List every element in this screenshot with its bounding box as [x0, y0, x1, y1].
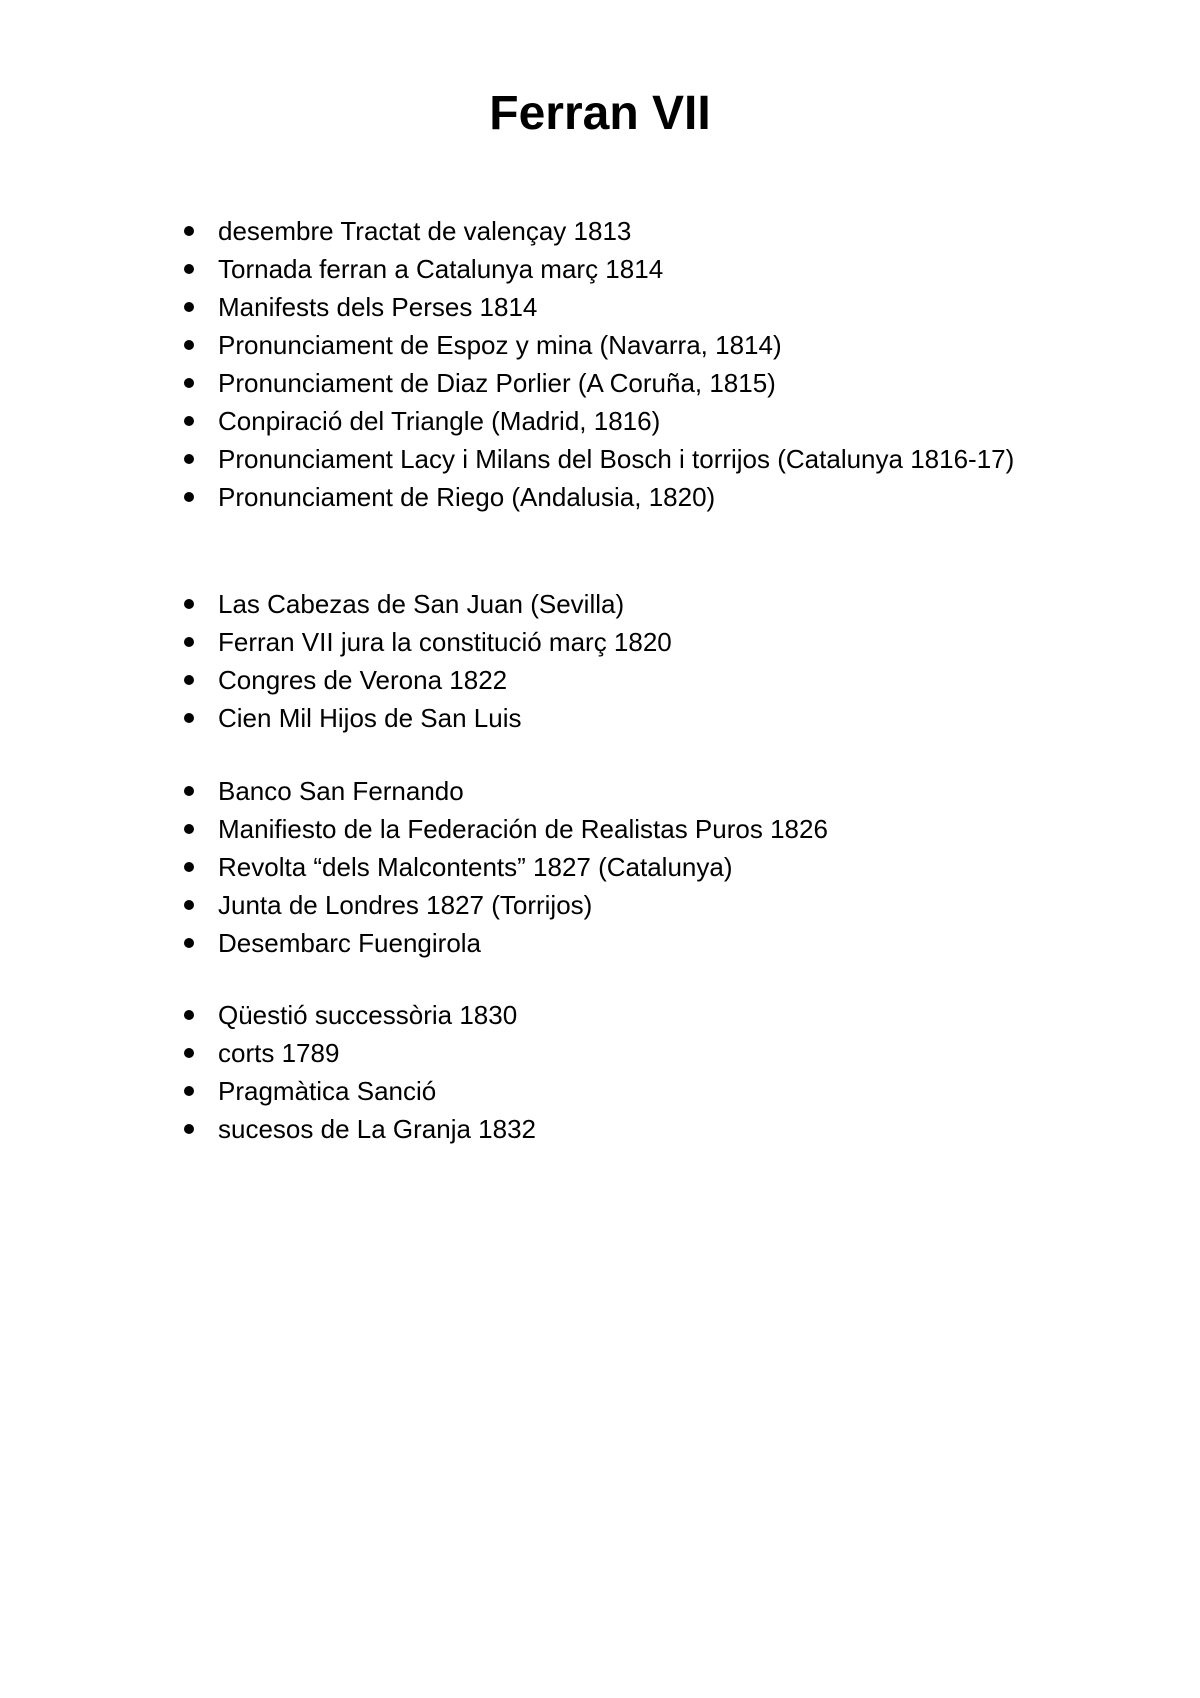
list-item	[218, 585, 1058, 623]
bullet-icon	[184, 824, 194, 834]
bullet-icon	[184, 1010, 194, 1020]
list-item-text: Pronunciament de Espoz y mina (Navarra, 1814)	[218, 330, 782, 360]
bullet-icon	[184, 416, 194, 426]
list-item-text: Pronunciament de Riego (Andalusia, 1820)	[218, 482, 716, 512]
list-item	[218, 699, 1058, 737]
bullet-icon	[184, 1048, 194, 1058]
list-item	[218, 440, 1058, 478]
list-item	[218, 288, 1058, 326]
document-title: Ferran VII	[489, 87, 711, 140]
list-item	[218, 402, 1058, 440]
bullet-icon	[184, 900, 194, 910]
bullet-icon	[184, 454, 194, 464]
list-item	[218, 478, 1058, 516]
list-item	[218, 1072, 1058, 1110]
list-item-text: Pronunciament Lacy i Milans del Bosch i torrijos (Catalunya 1816-17)	[218, 444, 1015, 474]
list-item-text: Desembarc Fuengirola	[218, 928, 482, 958]
list-item	[218, 623, 1058, 661]
list-item-text: Tornada ferran a Catalunya març 1814	[218, 254, 664, 284]
list-item-text: Manifiesto de la Federación de Realistas Puros 1826	[218, 814, 828, 844]
bullet-icon	[184, 340, 194, 350]
list-item	[218, 250, 1058, 288]
bullet-list-group-4	[218, 996, 1058, 1148]
bullet-icon	[184, 938, 194, 948]
list-item	[218, 924, 1058, 962]
bullet-list-group-1	[218, 212, 1058, 516]
list-item-text: sucesos de La Granja 1832	[218, 1114, 536, 1144]
list-item-text: Banco San Fernando	[218, 776, 464, 806]
list-item-text: Pragmàtica Sanció	[218, 1076, 437, 1106]
list-item	[218, 364, 1058, 402]
list-item	[218, 1034, 1058, 1072]
list-item-text: Qüestió successòria 1830	[218, 1000, 518, 1030]
bullet-icon	[184, 264, 194, 274]
bullet-icon	[184, 862, 194, 872]
list-item-text: desembre Tractat de valençay 1813	[218, 216, 632, 246]
bullet-icon	[184, 675, 194, 685]
bullet-icon	[184, 637, 194, 647]
list-item	[218, 810, 1058, 848]
list-item-text: Congres de Verona 1822	[218, 665, 508, 695]
list-item-text: Conpiració del Triangle (Madrid, 1816)	[218, 406, 661, 436]
bullet-list-group-2	[218, 585, 1058, 737]
list-item	[218, 886, 1058, 924]
list-item	[218, 661, 1058, 699]
list-item	[218, 1110, 1058, 1148]
bullet-icon	[184, 1086, 194, 1096]
list-item-text: Manifests dels Perses 1814	[218, 292, 538, 322]
list-item	[218, 326, 1058, 364]
list-item	[218, 212, 1058, 250]
list-item-text: Revolta “dels Malcontents” 1827 (Catalunya)	[218, 852, 733, 882]
list-item	[218, 996, 1058, 1034]
bullet-icon	[184, 492, 194, 502]
list-item-text: Las Cabezas de San Juan (Sevilla)	[218, 589, 625, 619]
list-item	[218, 848, 1058, 886]
list-item-text: Cien Mil Hijos de San Luis	[218, 703, 522, 733]
list-item-text: corts 1789	[218, 1038, 340, 1068]
bullet-list-group-3	[218, 772, 1058, 962]
bullet-icon	[184, 713, 194, 723]
list-item-text: Ferran VII jura la constitució març 1820	[218, 627, 672, 657]
bullet-icon	[184, 1124, 194, 1134]
list-item-text: Junta de Londres 1827 (Torrijos)	[218, 890, 593, 920]
list-item	[218, 772, 1058, 810]
bullet-icon	[184, 786, 194, 796]
bullet-icon	[184, 599, 194, 609]
bullet-icon	[184, 226, 194, 236]
list-item-text: Pronunciament de Diaz Porlier (A Coruña, 1815)	[218, 368, 776, 398]
bullet-icon	[184, 302, 194, 312]
bullet-icon	[184, 378, 194, 388]
